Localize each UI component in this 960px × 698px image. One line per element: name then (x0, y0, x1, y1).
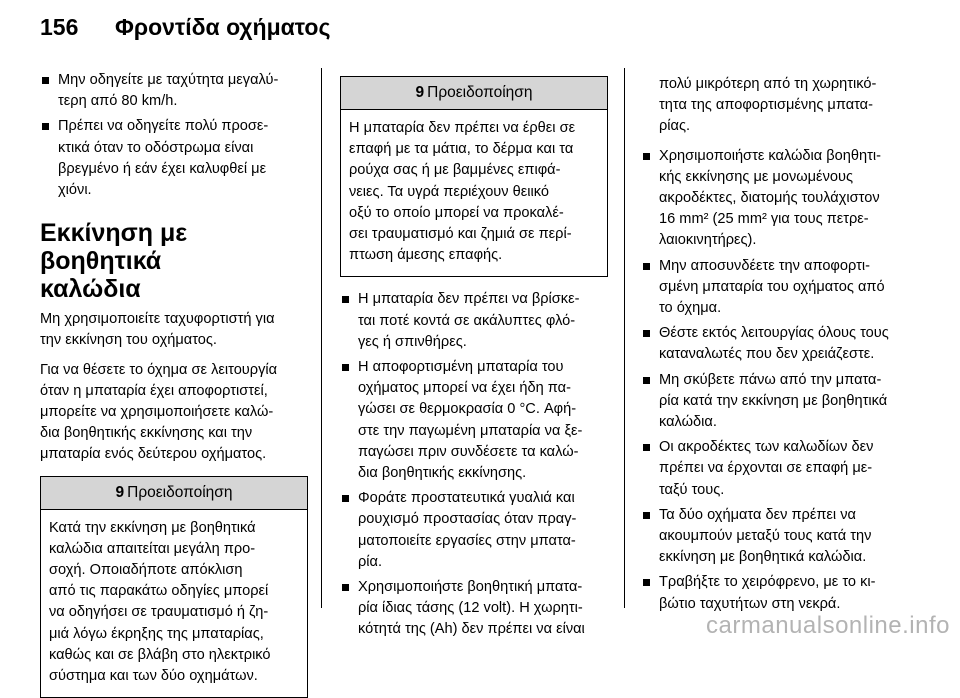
list-item: Μην οδηγείτε με ταχύτητα μεγαλύ- τερη από 80 km/h. (40, 70, 308, 112)
warning-title: Προειδοποίηση (127, 483, 233, 501)
column-2 (340, 76, 608, 645)
list-item: Μην αποσυνδέετε την αποφορτι- σμένη μπαταρία του οχήματος από το όχημα. (641, 256, 926, 320)
warning-icon: 9 (115, 483, 125, 501)
column-divider-left (321, 68, 322, 608)
warning-header (341, 77, 607, 110)
bullet-list (340, 289, 608, 640)
list-item: Η αποφορτισμένη μπαταρία του οχήματος μπορεί να έχει ήδη πα- γώσει σε θερμοκρασία 0 °C. Αφή- στε την παγωμένη μπαταρία να ξε- παγώσει πριν συνδέσετε τα καλώ- δια βοηθητικής εκκίνησης. (340, 357, 608, 484)
list-item: Οι ακροδέκτες των καλωδίων δεν πρέπει να έρχονται σε επαφή με- ταξύ τους. (641, 437, 926, 501)
list-item: Η μπαταρία δεν πρέπει να βρίσκε- ται ποτέ κοντά σε ακάλυπτες φλό- γες ή σπινθήρες. (340, 289, 608, 353)
list-item: Χρησιμοποιήστε καλώδια βοηθητι- κής εκκίνησης με μονωμένους ακροδέκτες, διατομής τουλάχιστον 16 mm² (25 mm² για τους πετρε- λαιοκινητήρες). (641, 146, 926, 252)
warning-box (340, 76, 608, 277)
warning-header (41, 477, 307, 510)
bullet-list (641, 146, 926, 615)
column-divider-right (624, 68, 625, 608)
page-title: Φροντίδα οχήματος (115, 14, 331, 40)
page-header (0, 0, 960, 60)
column-1 (40, 70, 308, 698)
warning-icon: 9 (415, 84, 425, 101)
warning-box (40, 476, 308, 698)
watermark: carmanualsonline.info (706, 612, 950, 639)
page-number: 156 (40, 14, 79, 40)
list-item: Θέστε εκτός λειτουργίας όλους τους καταναλωτές που δεν χρειάζεστε. (641, 323, 926, 365)
warning-title: Προειδοποίηση (427, 84, 533, 101)
list-item: Φοράτε προστατευτικά γυαλιά και ρουχισμό προστασίας όταν πραγ- ματοποιείτε εργασίες στην μπατα- ρία. (340, 488, 608, 573)
list-item: Χρησιμοποιήστε βοηθητική μπατα- ρία ίδιας τάσης (12 volt). Η χωρητι- κότητά της (Ah) δεν πρέπει να είναι (340, 577, 608, 641)
list-item: Τραβήξτε το χειρόφρενο, με το κι- βώτιο ταχυτήτων στη νεκρά. (641, 572, 926, 614)
paragraph: Μη χρησιμοποιείτε ταχυφορτιστή για την εκκίνηση του οχήματος. (40, 311, 275, 349)
continuation-text: πολύ μικρότερη από τη χωρητικό- τητα της αποφορτισμένης μπατα- ρίας. (659, 76, 877, 135)
warning-text: Κατά την εκκίνηση με βοηθητικά καλώδια απαιτείται μεγάλη προ- σοχή. Οποιαδήποτε απόκλιση από τις παρακάτω οδηγίες μπορεί να οδηγήσει σε τραυματισμό ή ζη- μιά λόγω έκρηξης της μπαταρίας, καθώς και σε βλάβη στο ηλεκτρικό σύστημα και των δύο οχημάτων. (49, 519, 271, 685)
list-item: Τα δύο οχήματα δεν πρέπει να ακουμπούν μεταξύ τους κατά την εκκίνηση με βοηθητικά καλώδια. (641, 505, 926, 569)
column-3 (641, 74, 926, 619)
warning-text: Η μπαταρία δεν πρέπει να έρθει σε επαφή με τα μάτια, το δέρμα και τα ρούχα σας ή με βαμμένες επιφά- νειες. Τα υγρά περιέχουν θειικό οξύ το οποίο μπορεί να προκαλέ- σει τραυματισμό και ζημιά σε περί- πτωση άμεσης επαφής. (349, 120, 576, 264)
bullet-list (40, 70, 308, 201)
section-heading: Εκκίνηση με βοηθητικά καλώδια (40, 219, 188, 304)
list-item: Πρέπει να οδηγείτε πολύ προσε- κτικά όταν το οδόστρωμα είναι βρεγμένο ή εάν έχει καλυφθεί με χιόνι. (40, 116, 308, 201)
paragraph: Για να θέσετε το όχημα σε λειτουργία όταν η μπαταρία έχει αποφορτιστεί, μπορείτε να χρησιμοποιήσετε καλώ- δια βοηθητικής εκκίνησης και την μπαταρία ενός δεύτερου οχήματος. (40, 361, 278, 463)
list-item: Μη σκύβετε πάνω από την μπατα- ρία κατά την εκκίνηση με βοηθητικά καλώδια. (641, 370, 926, 434)
